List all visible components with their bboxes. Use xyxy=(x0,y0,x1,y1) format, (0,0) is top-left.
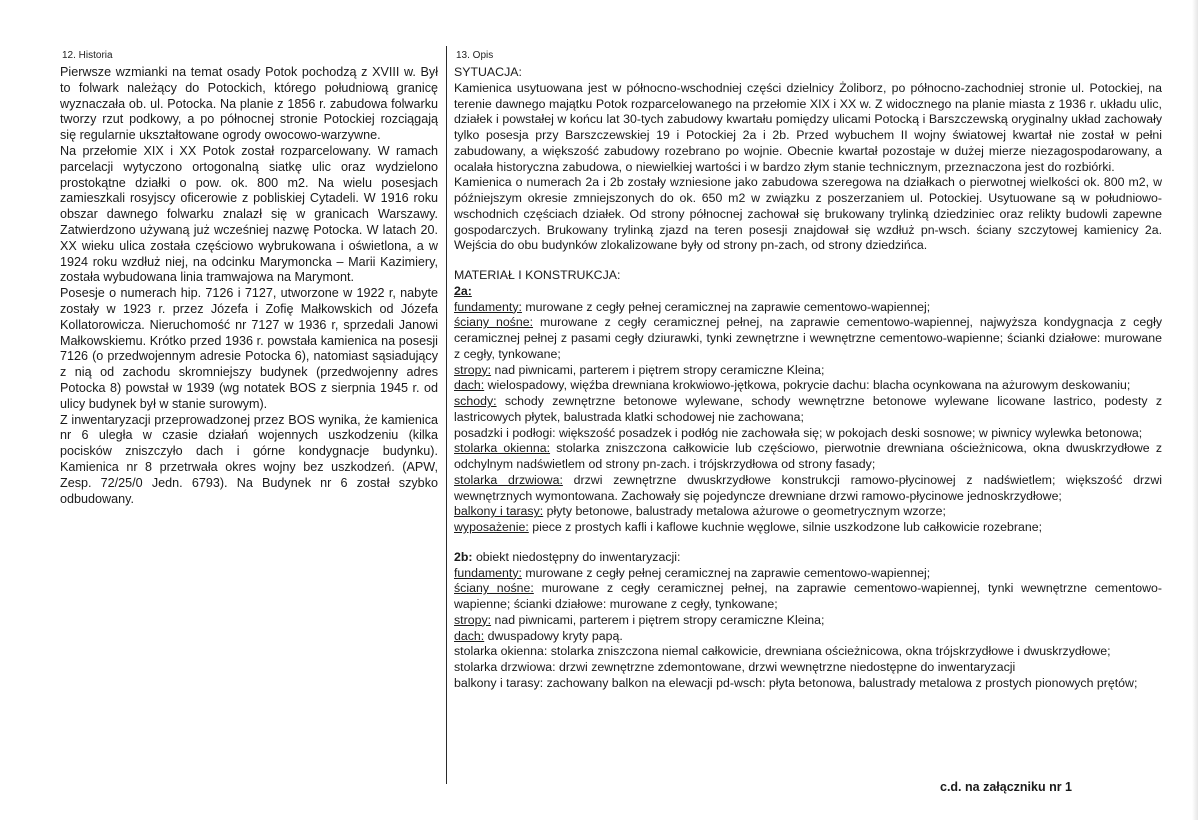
spec-2a-balconies xyxy=(454,504,1162,520)
spec-label: schody: xyxy=(454,394,497,408)
spec-label: fundamenty: xyxy=(454,565,522,580)
spec-value: balkony i tarasy: zachowany balkon na elewacji pd-wsch: płyta betonowa, balustrady metalowa z prostych pionowych prętów; xyxy=(454,675,1138,690)
situation-paragraph-2: Kamienica o numerach 2a i 2b zostały wzniesione jako zabudowa szeregowa na działkach o pierwotnej wielkości ok. 800 m2, w późniejszym okresie zmniejszonych do ok. 650 m2 w związku z poszerzaniem ul. Potockiej. Usytuowane są w południowo-wschodnich częściach działek. Od strony północnej zachował się brukowany trylinką dziedziniec oraz relikty budowli zapewne gospodarczych. Brukowany trylinką zjazd na teren posesji znajdował się wzdłuż pn-wsch. ściany szczytowej kamienicy 2a. Wejścia do obu budynków zlokalizowane były od strony pn-zach, od strony dziedzińca. xyxy=(454,175,1162,253)
spec-value: posadzki i podłogi: większość posadzek i podłóg nie zachowała się; w pokojach deski sosnowe; w piwnicy wylewka betonowa; xyxy=(454,425,1143,440)
building-2b-note: obiekt niedostępny do inwentaryzacji: xyxy=(472,549,681,564)
history-paragraph-2: Na przełomie XIX i XX Potok został rozparcelowany. W ramach parcelacji wytyczono ortogonalną siatkę ulic oraz wydzielono prostokątne działki o pow. ok. 800 m2. Na wielu posesjach zamieszkali rosyjscy oficerowie z pobliskiej Cytadeli. W 1916 roku obszar dawnego folwarku znalazł się w granicach Warszawy. Zatwierdzono używaną już wcześniej nazwę Potocka. W latach 20. XX wieku ulica została częściowo wybrukowana i oświetlona, a w 1924 roku wzdłuż niej, na odcinku Marymoncka – Marii Kazimiery, została wybudowana linia tramwajowa na Marymont. xyxy=(60,143,438,285)
spec-2a-floors xyxy=(454,426,1162,442)
spec-label: ściany nośne: xyxy=(454,581,534,596)
spec-value: stolarka drzwiowa: drzwi zewnętrzne zdemontowane, drzwi wewnętrzne niedostępne do inwentaryzacji xyxy=(454,660,1016,674)
building-2b-label: 2b: xyxy=(454,549,473,564)
spec-value: schody zewnętrzne betonowe wylewane, schody wewnętrzne betonowe wylewane licowane lastrico, podesty z lastricowych płytek, balustrada klatki schodowej nie zachowana; xyxy=(454,394,1162,424)
spec-label: wyposażenie: xyxy=(454,520,529,534)
spec-value: nad piwnicami, parterem i piętrem stropy ceramiczne Kleina; xyxy=(491,362,825,377)
spec-2a-doors xyxy=(454,473,1162,505)
spec-value: piece z prostych kafli i kaflowe kuchnie węglowe, silnie uszkodzone lub całkowicie rozebrane; xyxy=(528,520,1043,534)
history-paragraph-1: Pierwsze wzmianki na temat osady Potok pochodzą z XVIII w. Był to folwark należący do Potockich, którego południową granicę wyznaczała ob. ul. Potocka. Na planie z 1856 r. zabudowa folwarku tworzy rzut podkowy, a po północnej stronie Potockiej rozciągają się regularnie ukształtowane ogrody owocowo-warzywne. xyxy=(60,65,438,143)
situation-title: SYTUACJA: xyxy=(454,65,522,79)
description-heading: 13. Opis xyxy=(456,50,494,61)
history-column xyxy=(60,49,438,507)
continuation-note: c.d. na załączniku nr 1 xyxy=(940,780,1072,794)
spec-value: drzwi zewnętrzne dwuskrzydłowe konstrukcji ramowo-płycinowej z nadświetlem; większość drzwi wewnętrznych wymontowana. Zachowały się pojedyncze drewniane drzwi ramowo-płycinowe jednoskrzydłowe; xyxy=(454,472,1162,503)
spec-label: stropy: xyxy=(454,362,492,377)
spec-label: dach: xyxy=(454,378,485,393)
history-paragraph-4: Z inwentaryzacji przeprowadzonej przez BOS wynika, że kamienica nr 6 uległa w czasie działań wojennych uszkodzeniu (kilka pocisków zniszczyło dach i górne kondygnacje budynku). Kamienica nr 8 przetrwała okres wojny bez uszkodzeń. (APW, Zesp. 72/25/0 Jedn. 6793). Na Budynek nr 6 został szybko odbudowany. xyxy=(60,412,438,506)
spec-2a-ceilings xyxy=(454,363,1162,379)
description-column xyxy=(454,49,1162,692)
spec-value: murowane z cegły ceramicznej pełnej, na zaprawie cementowo-wapiennej, najwyższa kondygnacja z cegły ceramicznej pełnej z pasami cegły dziurawki, tynki zewnętrzne i wewnętrzne cementowo-wapienne; ścianki działowe: murowane z cegły, tynkowane; xyxy=(454,315,1162,361)
history-text xyxy=(60,65,438,507)
situation-paragraph-1: Kamienica usytuowana jest w północno-wschodniej części dzielnicy Żoliborz, po północno-zachodniej stronie ul. Potockiej, na terenie dawnego majątku Potok rozparcelowanego na przełomie XIX i XX w. Z widocznego na planie miasta z 1936 r. układu ulic, działek i powstałej w końcu lat 30-tych zabudowy kwartału pomiędzy ulicami Potocką i Barszczewską oryginalny układ zachowały tylko posesja przy Barszczewskiej 19 i Potockiej 2a i 2b. Przed wybuchem II wojny światowej kwartał nie został w pełni zabudowany, a większość zabudowy rozebrano po wojnie. Obecnie kwartał pozostaje w dużej mierze niezagospodarowany, a ocalała historyczna zabudowa, o niewielkiej wartości i w bardzo złym stanie technicznym, przeznaczona jest do rozbiórki. xyxy=(454,80,1162,174)
spec-value: murowane z cegły ceramicznej pełnej, na zaprawie cementowo-wapiennej, tynki wewnętrzne cementowo-wapienne; ścianki działowe: murowane z cegły, tynkowane; xyxy=(454,581,1162,611)
spec-value: dwuspadowy kryty papą. xyxy=(484,628,623,643)
spec-label: balkony i tarasy: xyxy=(454,504,544,519)
spec-2a-equipment xyxy=(454,520,1162,536)
building-2b-title xyxy=(454,550,1162,566)
spec-value: stolarka okienna: stolarka zniszczona niemal całkowicie, drewniana ościeżnicowa, okna trójskrzydłowe i dwuskrzydłowe; xyxy=(454,644,1111,659)
spec-value: stolarka zniszczona całkowicie lub częściowo, pierwotnie drewniana ościeżnicowa, okna dwuskrzydłowe z odchylnym nadświetlem od strony pn-zach. i trójskrzydłowa od strony fasady; xyxy=(454,441,1162,471)
history-paragraph-3: Posesje o numerach hip. 7126 i 7127, utworzone w 1922 r, nabyte zostały w 1923 r. przez Józefa i Zofię Małkowskich od Józefa Kollatorowicza. Nieruchomość nr 7127 w 1936 r, sprzedali Janowi Małkowskiemu. Krótko przed 1936 r. powstała kamienica na posesji 7126 (o przedwojennym adresie Potocka 6), natomiast sąsiadujący z nią od zachodu skromniejszy budynek (przedwojenny adres Potocka 8) powstał w 1939 (wg notatek BOS z sierpnia 1945 r. od ulicy budynek był w stanie surowym). xyxy=(60,286,438,411)
spec-2a-roof xyxy=(454,378,1162,394)
spec-label: stolarka drzwiowa: xyxy=(454,472,563,487)
spec-label: dach: xyxy=(454,628,485,643)
spec-value: wielospadowy, więźba drewniana krokwiowo-jętkowa, pokrycie dachu: blacha ocynkowana na ażurowym deskowaniu; xyxy=(484,378,1131,393)
history-heading: 12. Historia xyxy=(62,50,113,61)
spec-value: murowane z cegły pełnej ceramicznej na zaprawie cementowo-wapiennej; xyxy=(521,299,931,314)
scan-edge xyxy=(1192,0,1198,820)
spec-label: stropy: xyxy=(454,612,492,627)
spec-label: ściany nośne: xyxy=(454,315,534,330)
spec-label: stolarka okienna: xyxy=(454,441,551,456)
building-2a-title: 2a: xyxy=(454,283,472,298)
column-divider xyxy=(446,46,447,784)
spec-2b-foundations xyxy=(454,566,1162,582)
description-text xyxy=(454,65,1162,692)
spec-2a-foundations xyxy=(454,300,1162,316)
spec-2b-ceilings xyxy=(454,613,1162,629)
spec-value: płyty betonowe, balustrady metalowa ażurowe o geometrycznym wzorze; xyxy=(543,504,946,519)
spec-2b-windows xyxy=(454,644,1162,660)
spec-label: fundamenty: xyxy=(454,299,522,314)
spec-2b-doors xyxy=(454,660,1162,676)
spec-2a-windows xyxy=(454,441,1162,473)
spec-2a-walls xyxy=(454,315,1162,362)
spec-value: nad piwnicami, parterem i piętrem stropy ceramiczne Kleina; xyxy=(491,612,825,627)
spec-value: murowane z cegły pełnej ceramicznej na zaprawie cementowo-wapiennej; xyxy=(521,565,931,580)
material-construction-title: MATERIAŁ I KONSTRUKCJA: xyxy=(454,268,621,282)
spec-2a-stairs xyxy=(454,394,1162,426)
spec-2b-walls xyxy=(454,581,1162,613)
spec-2b-roof xyxy=(454,629,1162,645)
spec-2b-balconies xyxy=(454,676,1162,692)
